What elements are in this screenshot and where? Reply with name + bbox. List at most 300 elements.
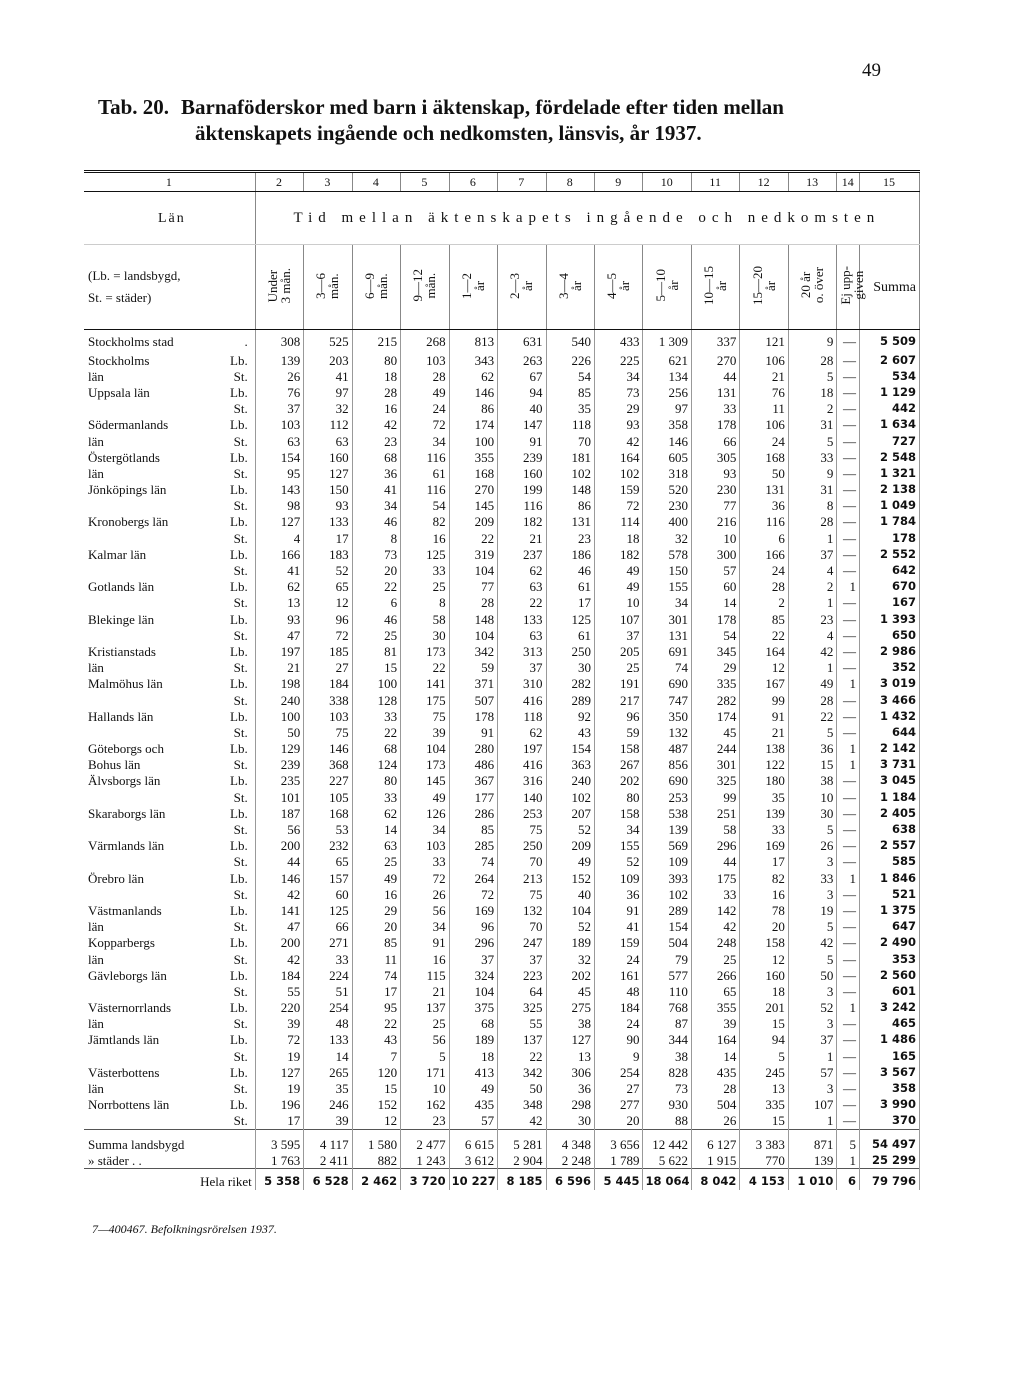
value-cell: 91 — [401, 935, 449, 951]
table-row — [84, 498, 920, 514]
area-type: Lb. — [230, 870, 248, 886]
value-cell: 79 — [643, 951, 691, 967]
value-cell: 308 — [255, 330, 303, 353]
county-name-cell — [84, 1169, 255, 1190]
value-cell: 34 — [401, 821, 449, 837]
value-cell: 160 — [304, 449, 352, 465]
value-cell: 77 — [449, 579, 497, 595]
area-type: St. — [233, 789, 248, 805]
county-name-cell — [84, 482, 255, 498]
table-row — [84, 854, 920, 870]
county-name: Östergötlands — [88, 449, 160, 465]
value-cell: 225 — [595, 352, 643, 368]
value-cell: 37 — [788, 546, 836, 562]
value-cell: 97 — [643, 401, 691, 417]
area-type: St. — [233, 919, 248, 935]
value-cell: 1 — [837, 870, 860, 886]
value-cell: 133 — [304, 514, 352, 530]
value-cell: 368 — [304, 757, 352, 773]
value-cell: 124 — [352, 757, 400, 773]
value-cell: 178 — [691, 417, 739, 433]
summa-cell: 2 490 — [860, 935, 920, 951]
county-name: » städer . . — [88, 1152, 142, 1168]
value-cell: 59 — [449, 660, 497, 676]
statistics-table — [84, 170, 920, 1190]
value-cell: 14 — [304, 1048, 352, 1064]
value-cell: 44 — [255, 854, 303, 870]
table-row — [84, 821, 920, 837]
value-cell: 504 — [691, 1097, 739, 1113]
value-cell: 93 — [691, 465, 739, 481]
value-cell: 277 — [595, 1097, 643, 1113]
value-cell: 11 — [740, 401, 788, 417]
value-cell: 1 — [788, 1048, 836, 1064]
value-cell: 140 — [498, 789, 546, 805]
value-cell: 28 — [788, 352, 836, 368]
area-type: Lb. — [230, 1097, 248, 1113]
value-cell: 146 — [643, 433, 691, 449]
value-cell: 4 348 — [546, 1130, 594, 1153]
value-cell: 164 — [740, 643, 788, 659]
value-cell: 63 — [304, 433, 352, 449]
value-cell: 19 — [255, 1048, 303, 1064]
value-cell: 230 — [643, 498, 691, 514]
value-cell: 6 — [740, 530, 788, 546]
value-cell: 57 — [449, 1113, 497, 1130]
value-cell: 54 — [691, 627, 739, 643]
value-cell: 169 — [740, 838, 788, 854]
county-name: Skaraborgs län — [88, 805, 166, 821]
value-cell: 286 — [449, 805, 497, 821]
value-cell: 335 — [740, 1097, 788, 1113]
value-cell: 62 — [449, 368, 497, 384]
county-name-cell — [84, 384, 255, 400]
county-name-cell — [84, 562, 255, 578]
value-cell: — — [837, 967, 860, 983]
value-cell: 253 — [498, 805, 546, 821]
value-cell: 86 — [449, 401, 497, 417]
value-cell: 235 — [255, 773, 303, 789]
value-cell: — — [837, 821, 860, 837]
value-cell: 17 — [304, 530, 352, 546]
value-cell: 39 — [691, 1016, 739, 1032]
value-cell: 930 — [643, 1097, 691, 1113]
value-cell: 25 — [352, 627, 400, 643]
value-cell: 31 — [788, 417, 836, 433]
value-cell: 191 — [595, 676, 643, 692]
value-cell: 248 — [691, 935, 739, 951]
value-cell: — — [837, 1048, 860, 1064]
value-cell: 270 — [691, 352, 739, 368]
value-cell: 60 — [691, 579, 739, 595]
value-cell: 81 — [352, 643, 400, 659]
value-cell: 95 — [352, 1000, 400, 1016]
county-name: län — [88, 465, 104, 481]
value-cell: 75 — [498, 821, 546, 837]
value-cell: 42 — [788, 643, 836, 659]
county-name: Kopparbergs — [88, 935, 155, 951]
value-cell: 37 — [595, 627, 643, 643]
value-cell: 186 — [546, 546, 594, 562]
county-name-cell — [84, 983, 255, 999]
county-name-cell — [84, 595, 255, 611]
area-type: St. — [233, 724, 248, 740]
county-name-cell — [84, 676, 255, 692]
value-cell: 17 — [352, 983, 400, 999]
interval-header-6 — [449, 245, 497, 330]
value-cell: 577 — [643, 967, 691, 983]
county-name-cell — [84, 821, 255, 837]
legend-st: St. = städer) — [88, 290, 152, 305]
table-row — [84, 692, 920, 708]
summa-cell: 1 375 — [860, 902, 920, 918]
county-name-cell — [84, 1113, 255, 1130]
summa-cell: 370 — [860, 1113, 920, 1130]
value-cell: 207 — [546, 805, 594, 821]
value-cell: 56 — [401, 902, 449, 918]
interval-label: 15—20 år — [749, 266, 778, 305]
value-cell: 1 915 — [691, 1152, 739, 1169]
table-title — [98, 94, 938, 146]
lan-header: Län — [84, 192, 255, 245]
value-cell: 275 — [546, 1000, 594, 1016]
value-cell: 120 — [352, 1064, 400, 1080]
value-cell: 159 — [595, 482, 643, 498]
value-cell: 1 — [837, 579, 860, 595]
table-row — [84, 384, 920, 400]
value-cell: 226 — [546, 352, 594, 368]
county-name: Västmanlands — [88, 902, 162, 918]
value-cell: 49 — [449, 1080, 497, 1096]
value-cell: — — [837, 627, 860, 643]
value-cell: 49 — [595, 579, 643, 595]
county-name-cell — [84, 1000, 255, 1016]
value-cell: 15 — [788, 757, 836, 773]
area-type: St. — [233, 983, 248, 999]
value-cell: 240 — [255, 692, 303, 708]
value-cell: 42 — [255, 951, 303, 967]
value-cell: 91 — [740, 708, 788, 724]
table-row — [84, 660, 920, 676]
title-line-2: äktenskapets ingående och nedkomsten, länsvis, år 1937. — [195, 121, 702, 145]
value-cell: 164 — [691, 1032, 739, 1048]
county-name-cell — [84, 514, 255, 530]
value-cell: 12 — [352, 1113, 400, 1130]
value-cell: 65 — [304, 579, 352, 595]
value-cell: 313 — [498, 643, 546, 659]
value-cell: 12 — [740, 660, 788, 676]
value-cell: 147 — [498, 417, 546, 433]
summa-cell: 1 486 — [860, 1032, 920, 1048]
area-type: Lb. — [230, 1032, 248, 1048]
value-cell: 342 — [449, 643, 497, 659]
value-cell: 32 — [643, 530, 691, 546]
value-cell: 37 — [255, 401, 303, 417]
value-cell: 270 — [449, 482, 497, 498]
value-cell: 148 — [449, 611, 497, 627]
county-name: Malmöhus län — [88, 676, 163, 692]
value-cell: — — [837, 611, 860, 627]
table-row — [84, 417, 920, 433]
value-cell: 166 — [740, 546, 788, 562]
value-cell: 48 — [304, 1016, 352, 1032]
value-cell: 41 — [595, 919, 643, 935]
table-row — [84, 935, 920, 951]
value-cell: 223 — [498, 967, 546, 983]
value-cell: 94 — [498, 384, 546, 400]
value-cell: 23 — [546, 530, 594, 546]
value-cell: 267 — [595, 757, 643, 773]
table-row — [84, 1064, 920, 1080]
county-name-cell — [84, 368, 255, 384]
value-cell: 26 — [255, 368, 303, 384]
table-row — [84, 433, 920, 449]
value-cell: 487 — [643, 741, 691, 757]
value-cell: 80 — [352, 773, 400, 789]
value-cell: 131 — [546, 514, 594, 530]
value-cell: — — [837, 352, 860, 368]
value-cell: 41 — [304, 368, 352, 384]
value-cell: 205 — [595, 643, 643, 659]
value-cell: 20 — [352, 562, 400, 578]
summa-cell: 1 049 — [860, 498, 920, 514]
summa-cell: 1 129 — [860, 384, 920, 400]
value-cell: 12 442 — [643, 1130, 691, 1153]
summa-cell: 358 — [860, 1080, 920, 1096]
county-name: Uppsala län — [88, 384, 150, 400]
value-cell: 6 615 — [449, 1130, 497, 1153]
value-cell: 152 — [352, 1097, 400, 1113]
value-cell: 132 — [498, 902, 546, 918]
value-cell: 66 — [304, 919, 352, 935]
value-cell: 93 — [255, 611, 303, 627]
value-cell: 54 — [546, 368, 594, 384]
value-cell: 42 — [255, 886, 303, 902]
value-cell: 232 — [304, 838, 352, 854]
value-cell: 28 — [788, 692, 836, 708]
value-cell: 35 — [304, 1080, 352, 1096]
value-cell: 72 — [595, 498, 643, 514]
value-cell: 22 — [498, 1048, 546, 1064]
value-cell: 28 — [401, 368, 449, 384]
value-cell: 77 — [691, 498, 739, 514]
value-cell: 2 411 — [304, 1152, 352, 1169]
value-cell: 175 — [691, 870, 739, 886]
value-cell: 24 — [401, 401, 449, 417]
value-cell: 70 — [546, 433, 594, 449]
value-cell: 16 — [352, 401, 400, 417]
county-name-cell — [84, 741, 255, 757]
column-number-13: 13 — [788, 172, 836, 192]
value-cell: 250 — [498, 838, 546, 854]
column-number-7: 7 — [498, 172, 546, 192]
value-cell: 65 — [691, 983, 739, 999]
value-cell: 104 — [449, 562, 497, 578]
value-cell: 60 — [304, 886, 352, 902]
value-cell: 856 — [643, 757, 691, 773]
summa-cell: 3 242 — [860, 1000, 920, 1016]
summa-cell: 647 — [860, 919, 920, 935]
table-row — [84, 967, 920, 983]
value-cell: 538 — [643, 805, 691, 821]
value-cell: 14 — [691, 595, 739, 611]
area-type: Lb. — [230, 1000, 248, 1016]
column-number-10: 10 — [643, 172, 691, 192]
value-cell: 325 — [498, 1000, 546, 1016]
value-cell: 209 — [449, 514, 497, 530]
value-cell: 73 — [595, 384, 643, 400]
value-cell: 239 — [255, 757, 303, 773]
value-cell: 29 — [691, 660, 739, 676]
value-cell: 301 — [691, 757, 739, 773]
value-cell: 253 — [643, 789, 691, 805]
summa-cell: 3 466 — [860, 692, 920, 708]
value-cell: 813 — [449, 330, 497, 353]
value-cell: 42 — [691, 919, 739, 935]
value-cell: 8 042 — [691, 1169, 739, 1190]
county-name: Hela riket — [200, 1173, 252, 1189]
value-cell: 104 — [449, 983, 497, 999]
county-name-cell — [84, 643, 255, 659]
area-type: St. — [233, 1048, 248, 1064]
value-cell: 1 — [837, 741, 860, 757]
value-cell: 1 — [788, 530, 836, 546]
value-cell: 104 — [449, 627, 497, 643]
county-name: län — [88, 1016, 104, 1032]
value-cell: 96 — [449, 919, 497, 935]
value-cell: 171 — [401, 1064, 449, 1080]
value-cell: 49 — [401, 789, 449, 805]
value-cell: 70 — [498, 919, 546, 935]
value-cell: — — [837, 401, 860, 417]
area-type: . — [244, 333, 248, 349]
value-cell: 182 — [595, 546, 643, 562]
value-cell: 28 — [449, 595, 497, 611]
value-cell: 65 — [304, 854, 352, 870]
summa-cell: 534 — [860, 368, 920, 384]
value-cell: — — [837, 546, 860, 562]
county-name-cell — [84, 611, 255, 627]
value-cell: 363 — [546, 757, 594, 773]
value-cell: 4 — [255, 530, 303, 546]
value-cell: 33 — [691, 886, 739, 902]
value-cell: 4 117 — [304, 1130, 352, 1153]
value-cell: 325 — [691, 773, 739, 789]
value-cell: 103 — [401, 352, 449, 368]
value-cell: 25 — [401, 579, 449, 595]
value-cell: — — [837, 433, 860, 449]
value-cell: 345 — [691, 643, 739, 659]
table-row — [84, 595, 920, 611]
value-cell: 174 — [691, 708, 739, 724]
area-type: Lb. — [230, 967, 248, 983]
value-cell: 184 — [255, 967, 303, 983]
value-cell: 28 — [788, 514, 836, 530]
area-type: St. — [233, 433, 248, 449]
value-cell: 73 — [643, 1080, 691, 1096]
county-name: län — [88, 368, 104, 384]
value-cell: 10 227 — [449, 1169, 497, 1190]
value-cell: — — [837, 692, 860, 708]
table-row — [84, 741, 920, 757]
value-cell: 324 — [449, 967, 497, 983]
value-cell: 11 — [352, 951, 400, 967]
value-cell: 30 — [788, 805, 836, 821]
value-cell: 1 — [837, 757, 860, 773]
value-cell: 20 — [740, 919, 788, 935]
value-cell: 343 — [449, 352, 497, 368]
value-cell: 12 — [304, 595, 352, 611]
value-cell: 62 — [498, 562, 546, 578]
county-name: län — [88, 660, 104, 676]
area-type: St. — [233, 595, 248, 611]
value-cell: 371 — [449, 676, 497, 692]
value-cell: 146 — [304, 741, 352, 757]
value-cell: 350 — [643, 708, 691, 724]
value-cell: 131 — [691, 384, 739, 400]
value-cell: 75 — [304, 724, 352, 740]
value-cell: 55 — [498, 1016, 546, 1032]
value-cell: 91 — [449, 724, 497, 740]
table-row — [84, 482, 920, 498]
county-name-cell — [84, 935, 255, 951]
value-cell: 121 — [740, 330, 788, 353]
value-cell: 159 — [595, 935, 643, 951]
table-row — [84, 886, 920, 902]
interval-label: 2—3 år — [507, 272, 536, 299]
value-cell: 2 477 — [401, 1130, 449, 1153]
interval-label: 9—12 mån. — [410, 269, 439, 302]
value-cell: 178 — [449, 708, 497, 724]
value-cell: 435 — [691, 1064, 739, 1080]
value-cell: 95 — [255, 465, 303, 481]
value-cell: 21 — [740, 368, 788, 384]
value-cell: 30 — [546, 660, 594, 676]
value-cell: 28 — [691, 1080, 739, 1096]
summa-cell: 2 405 — [860, 805, 920, 821]
value-cell: 49 — [352, 870, 400, 886]
table-label: Tab. 20. — [98, 95, 170, 119]
county-name: Västerbottens — [88, 1064, 160, 1080]
value-cell: 106 — [740, 417, 788, 433]
total-row — [84, 1130, 920, 1153]
value-cell: — — [837, 724, 860, 740]
table-row — [84, 643, 920, 659]
value-cell: 400 — [643, 514, 691, 530]
value-cell: 5 — [740, 1048, 788, 1064]
value-cell: 107 — [788, 1097, 836, 1113]
value-cell: 690 — [643, 676, 691, 692]
value-cell: 180 — [740, 773, 788, 789]
value-cell: 22 — [352, 1016, 400, 1032]
table-row — [84, 368, 920, 384]
table-row — [84, 1048, 920, 1064]
value-cell: 44 — [691, 368, 739, 384]
value-cell: 3 595 — [255, 1130, 303, 1153]
value-cell: 33 — [788, 870, 836, 886]
table-row — [84, 1080, 920, 1096]
county-name: Värmlands län — [88, 838, 165, 854]
total-row — [84, 1152, 920, 1169]
value-cell: 770 — [740, 1152, 788, 1169]
value-cell: 94 — [740, 1032, 788, 1048]
value-cell: 335 — [691, 676, 739, 692]
county-name: Gotlands län — [88, 579, 155, 595]
county-name-cell — [84, 773, 255, 789]
column-number-8: 8 — [546, 172, 594, 192]
value-cell: 72 — [304, 627, 352, 643]
value-cell: 100 — [255, 708, 303, 724]
